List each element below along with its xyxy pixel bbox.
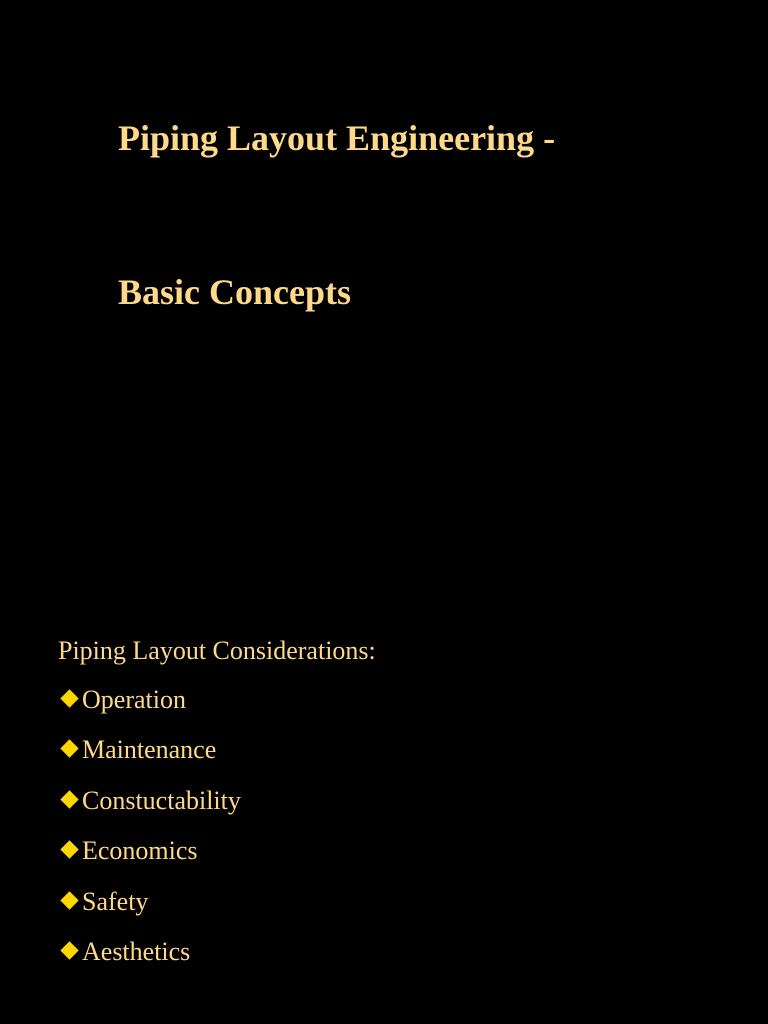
diamond-bullet-icon xyxy=(60,891,78,909)
diamond-bullet-icon xyxy=(60,840,78,858)
list-item xyxy=(60,785,241,838)
list-item-label: Maintenance xyxy=(82,735,217,765)
list-heading: Piping Layout Considerations: xyxy=(58,636,376,665)
diamond-bullet-icon xyxy=(60,740,78,758)
slide-title-line-1: Piping Layout Engineering - xyxy=(118,118,556,158)
list-item-label: Constuctability xyxy=(82,785,241,815)
slide-title-line-2: Basic Concepts xyxy=(118,272,351,312)
considerations-list xyxy=(60,687,241,989)
list-item xyxy=(60,838,241,888)
list-item-label: Safety xyxy=(82,886,149,916)
list-item-label: Economics xyxy=(82,836,198,866)
list-item xyxy=(60,886,241,939)
list-item xyxy=(60,936,241,989)
diamond-bullet-icon xyxy=(60,689,78,707)
diamond-bullet-icon xyxy=(60,941,78,959)
list-item xyxy=(60,687,241,737)
list-item-label: Aesthetics xyxy=(82,936,191,966)
diamond-bullet-icon xyxy=(60,790,78,808)
list-item-label: Operation xyxy=(82,685,186,714)
list-item xyxy=(60,737,241,787)
